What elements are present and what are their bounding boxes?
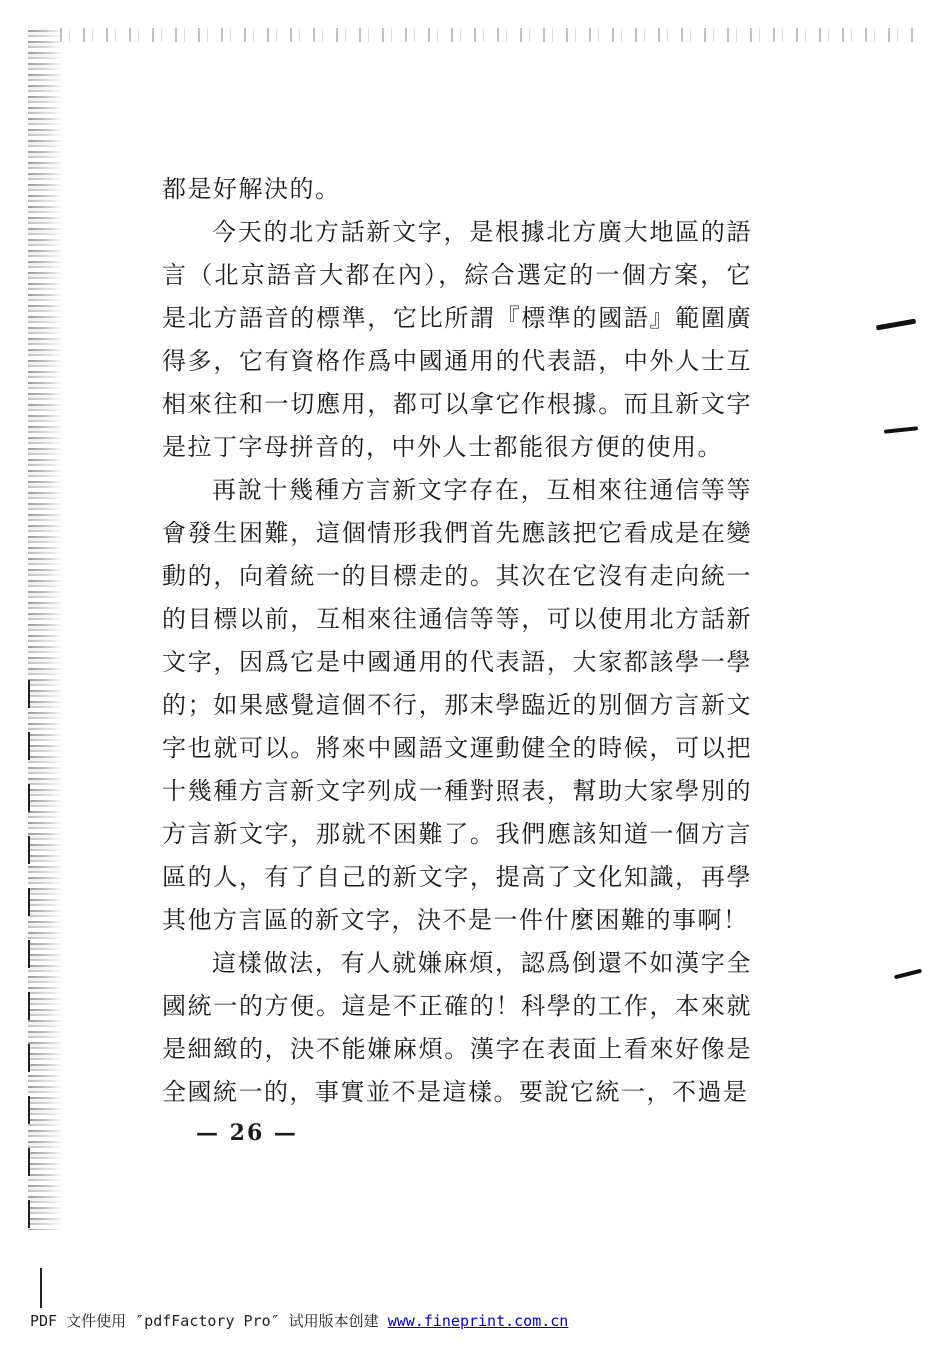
paragraph: 再說十幾種方言新文字存在，互相來往通信等等會發生困難，這個情形我們首先應該把它看成是在變動的，向着統一的目標走的。其次在它沒有走向統一的目標以前，互相來往通信等等，可以使用北方話新文字，因爲它是中國通用的代表語，大家都該學一學的；如果感覺這個不行，那末學臨近的別個方言新文字也就可以。將來中國語文運動健全的時候，可以把十幾種方言新文字列成一種對照表，幫助大家學別的方言新文字，那就不困難了。我們應該知道一個方言區的人，有了自己的新文字，提高了文化知識，再學其他方言區的新文字，決不是一件什麼困難的事啊！ (162, 476, 752, 934)
scan-ink-mark (894, 969, 922, 980)
footer-text: PDF 文件使用 ″pdfFactory Pro″ 试用版本创建 (30, 1312, 388, 1330)
gutter-tick-marks (20, 680, 40, 1240)
paragraph: 今天的北方話新文字，是根據北方廣大地區的語言（北京語音大都在內），綜合選定的一個方案，它是北方語音的標準，它比所謂『標準的國語』範圍廣得多，它有資格作爲中國通用的代表語，中外人士互相來往和一切應用，都可以拿它作根據。而且新文字是拉丁字母拼音的，中外人士都能很方便的使用。 (162, 218, 752, 461)
footer-rule (40, 1268, 42, 1308)
paragraph: 這樣做法，有人就嫌麻煩，認爲倒還不如漢字全國統一的方便。這是不正確的！科學的工作，本來就是細緻的，決不能嫌麻煩。漢字在表面上看來好像是全國統一的，事實並不是這樣。要說它統一，不過是 (162, 949, 752, 1106)
page-number: — 26 — (196, 1120, 298, 1146)
scan-ink-mark (876, 319, 916, 331)
body-text (162, 168, 752, 1114)
pdf-footer (30, 1310, 568, 1331)
scan-ink-mark (884, 426, 918, 434)
scan-top-noise (60, 28, 920, 42)
paragraph: 都是好解決的。 (162, 175, 341, 203)
footer-link[interactable]: www.fineprint.com.cn (387, 1312, 569, 1330)
